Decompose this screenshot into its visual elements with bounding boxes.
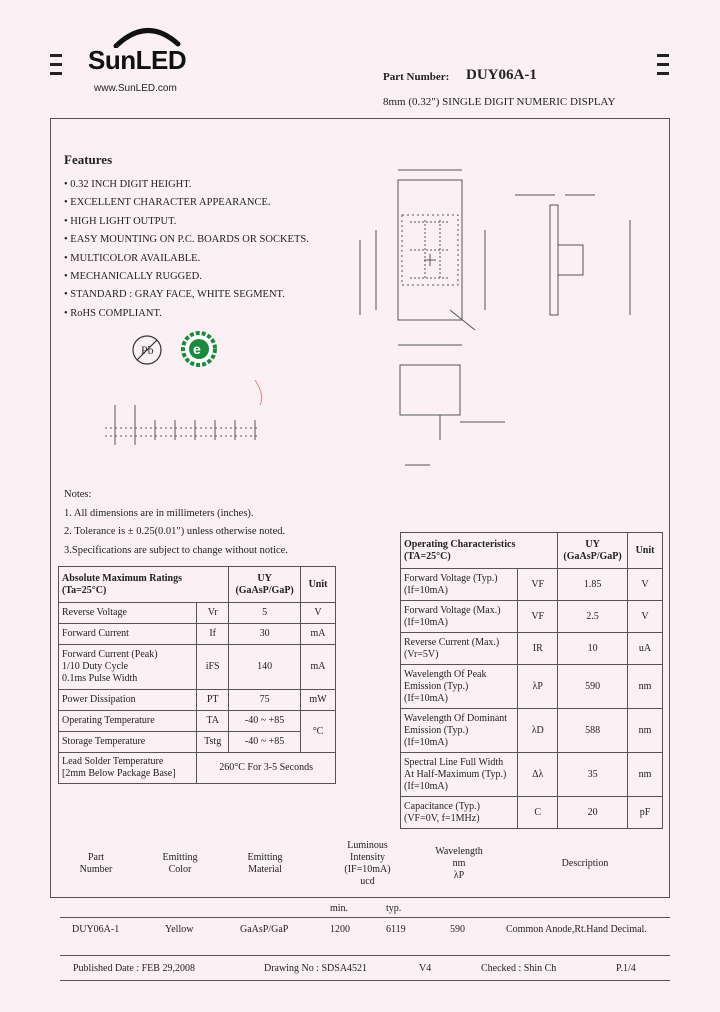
features-list	[64, 176, 309, 323]
pb-free-icon	[130, 333, 164, 367]
feature-item: • STANDARD : GRAY FACE, WHITE SEGMENT.	[64, 289, 285, 301]
table-row: Forward Voltage (Max.) (If=10mA) VF 2.5 V	[401, 601, 663, 633]
table-row: Storage Temperature Tstg -40 ~ +85	[59, 732, 336, 753]
table-row: Spectral Line Full Width At Half-Maximum (Typ.) (If=10mA) Δλ 35 nm	[401, 753, 663, 797]
feature-item: • MULTICOLOR AVAILABLE.	[64, 252, 201, 264]
table-row: Wavelength Of Peak Emission (Typ.) (If=10mA) λP 590 nm	[401, 665, 663, 709]
abs-max-table	[58, 566, 336, 784]
package-outline-drawing	[340, 160, 660, 490]
col-color-header: Emitting Color	[162, 852, 198, 875]
feature-item: • EASY MOUNTING ON P.C. BOARDS OR SOCKETS.	[64, 234, 309, 246]
table-row: Capacitance (Typ.) (VF=0V, f=1MHz) C 20 pF	[401, 797, 663, 829]
table-row: Reverse Current (Max.) (Vr=5V) IR 10 uA	[401, 633, 663, 665]
table-row: Wavelength Of Dominant Emission (Typ.) (If=10mA) λD 588 nm	[401, 709, 663, 753]
pin-diagram	[95, 380, 275, 470]
col-description-header: Description	[561, 858, 609, 869]
feature-item: • RoHS COMPLIANT.	[64, 307, 162, 319]
note-item: 1. All dimensions are in millimeters (inches).	[64, 507, 254, 519]
drawing-number: Drawing No : SDSA4521	[264, 963, 368, 974]
page-number: P.1/4	[616, 963, 636, 974]
e-label: e	[193, 341, 201, 357]
abs-max-unit-header: Unit	[301, 567, 336, 603]
abs-max-uy-header: UY (GaAsP/GaP)	[229, 567, 301, 603]
version: V4	[419, 963, 432, 974]
table-row: Operating Temperature TA -40 ~ +85 °C	[59, 711, 336, 732]
table-row: Lead Solder Temperature [2mm Below Package Base] 260°C For 3-5 Seconds	[59, 753, 336, 784]
rohs-e-icon	[180, 330, 218, 368]
website-url[interactable]: www.SunLED.com	[94, 83, 177, 94]
footer-bottom-line	[60, 980, 670, 981]
right-bars-icon	[657, 54, 669, 81]
op-char-uy-header: UY (GaAsP/GaP)	[558, 533, 628, 569]
note-item: 2. Tolerance is ± 0.25(0.01") unless otherwise noted.	[64, 526, 286, 537]
note-item: 3.Specifications are subject to change without notice.	[64, 544, 288, 556]
sel-part: DUY06A-1	[72, 924, 120, 935]
notes-title: Notes:	[64, 489, 92, 500]
table-row: Forward Current If 30 mA	[59, 624, 336, 645]
feature-item: • MECHANICALLY RUGGED.	[64, 271, 202, 283]
col-luminous-header: Luminous Intensity (IF=10mA) ucd	[344, 840, 391, 887]
feature-item: • EXCELLENT CHARACTER APPEARANCE.	[64, 197, 271, 209]
col-material-header: Emitting Material	[247, 852, 283, 875]
part-number-label: Part Number:	[383, 71, 450, 83]
selection-divider	[60, 917, 670, 918]
logo: SunLED	[88, 45, 187, 75]
sel-wave: 590	[450, 924, 465, 935]
col-part-header: Part Number	[79, 852, 113, 875]
sel-min: 1200	[330, 924, 350, 935]
col-wavelength-header: Wavelength nm λP	[435, 846, 483, 881]
table-row: Forward Voltage (Typ.) (If=10mA) VF 1.85 V	[401, 569, 663, 601]
abs-max-title: Absolute Maximum Ratings (Ta=25°C)	[59, 567, 229, 603]
table-row: Forward Current (Peak) 1/10 Duty Cycle 0.1ms Pulse Width iFS 140 mA	[59, 645, 336, 690]
op-char-table	[400, 532, 663, 829]
sel-typ: 6119	[386, 924, 406, 935]
op-char-unit-header: Unit	[628, 533, 663, 569]
features-title: Features	[64, 152, 113, 167]
feature-item: • HIGH LIGHT OUTPUT.	[64, 215, 177, 227]
left-bars-icon	[50, 54, 62, 81]
sel-material: GaAsP/GaP	[240, 924, 289, 935]
product-description: 8mm (0.32") SINGLE DIGIT NUMERIC DISPLAY	[383, 96, 616, 108]
published-date: Published Date : FEB 29,2008	[73, 963, 195, 974]
sub-min-header: min.	[330, 903, 349, 914]
table-row: Reverse Voltage Vr 5 V	[59, 603, 336, 624]
part-number: DUY06A-1	[466, 67, 537, 83]
sel-description: Common Anode,Rt.Hand Decimal.	[506, 924, 647, 935]
sub-typ-header: typ.	[386, 903, 402, 914]
footer-top-line	[60, 955, 670, 956]
sel-color: Yellow	[165, 924, 194, 935]
feature-item: • 0.32 INCH DIGIT HEIGHT.	[64, 179, 192, 190]
table-row: Power Dissipation PT 75 mW	[59, 690, 336, 711]
op-char-title: Operating Characteristics (TA=25°C)	[401, 533, 558, 569]
pb-label: Pb	[141, 343, 154, 357]
notes-block	[64, 486, 288, 560]
checked-by: Checked : Shin Ch	[481, 963, 557, 974]
